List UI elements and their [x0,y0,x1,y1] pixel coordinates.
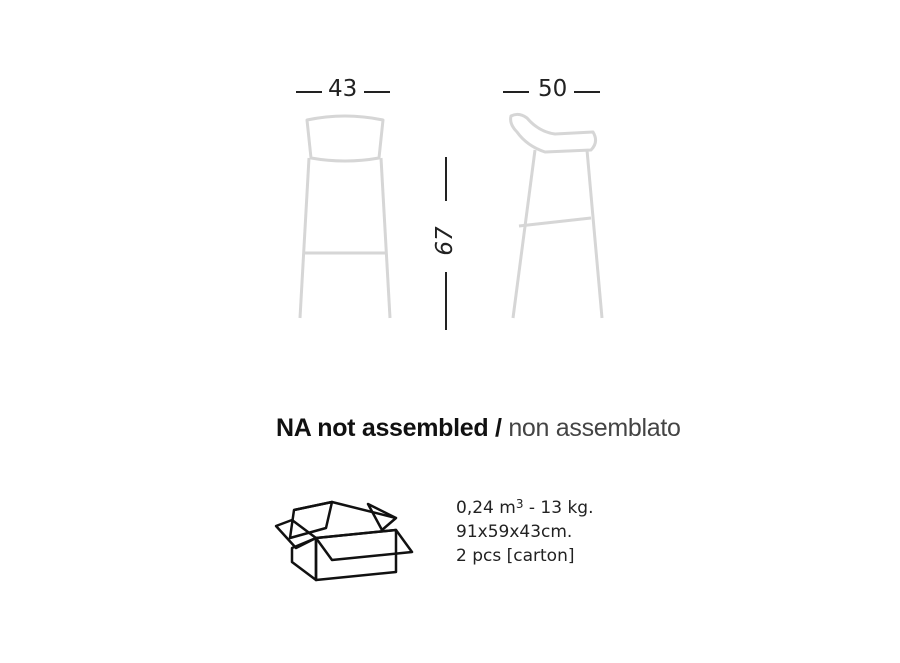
side-width-right-tick [574,91,600,93]
carton-box-icon [272,498,416,584]
assembly-code-label: NA not assembled / [276,414,502,442]
front-width-label: 43 [328,76,358,102]
packaging-volume-exponent: 3 [515,497,524,511]
front-width-right-tick [364,91,390,93]
assembly-italian-label: non assemblato [508,414,681,442]
packaging-info [456,496,594,568]
height-label: 67 [432,226,458,256]
stool-front-view [290,108,400,328]
height-top-tick [445,157,447,201]
height-bottom-tick [445,272,447,330]
packaging-weight: - 13 kg. [523,498,594,518]
stool-side-view [505,108,615,328]
packaging-box-size: 91x59x43cm. [456,522,573,542]
packaging-volume-prefix: 0,24 m [456,498,516,518]
assembly-note [276,414,681,443]
front-width-left-tick [296,91,322,93]
packaging-volume-weight [456,496,594,520]
packaging-pieces: 2 pcs [carton] [456,546,575,566]
side-width-label: 50 [538,76,568,102]
side-width-left-tick [503,91,529,93]
